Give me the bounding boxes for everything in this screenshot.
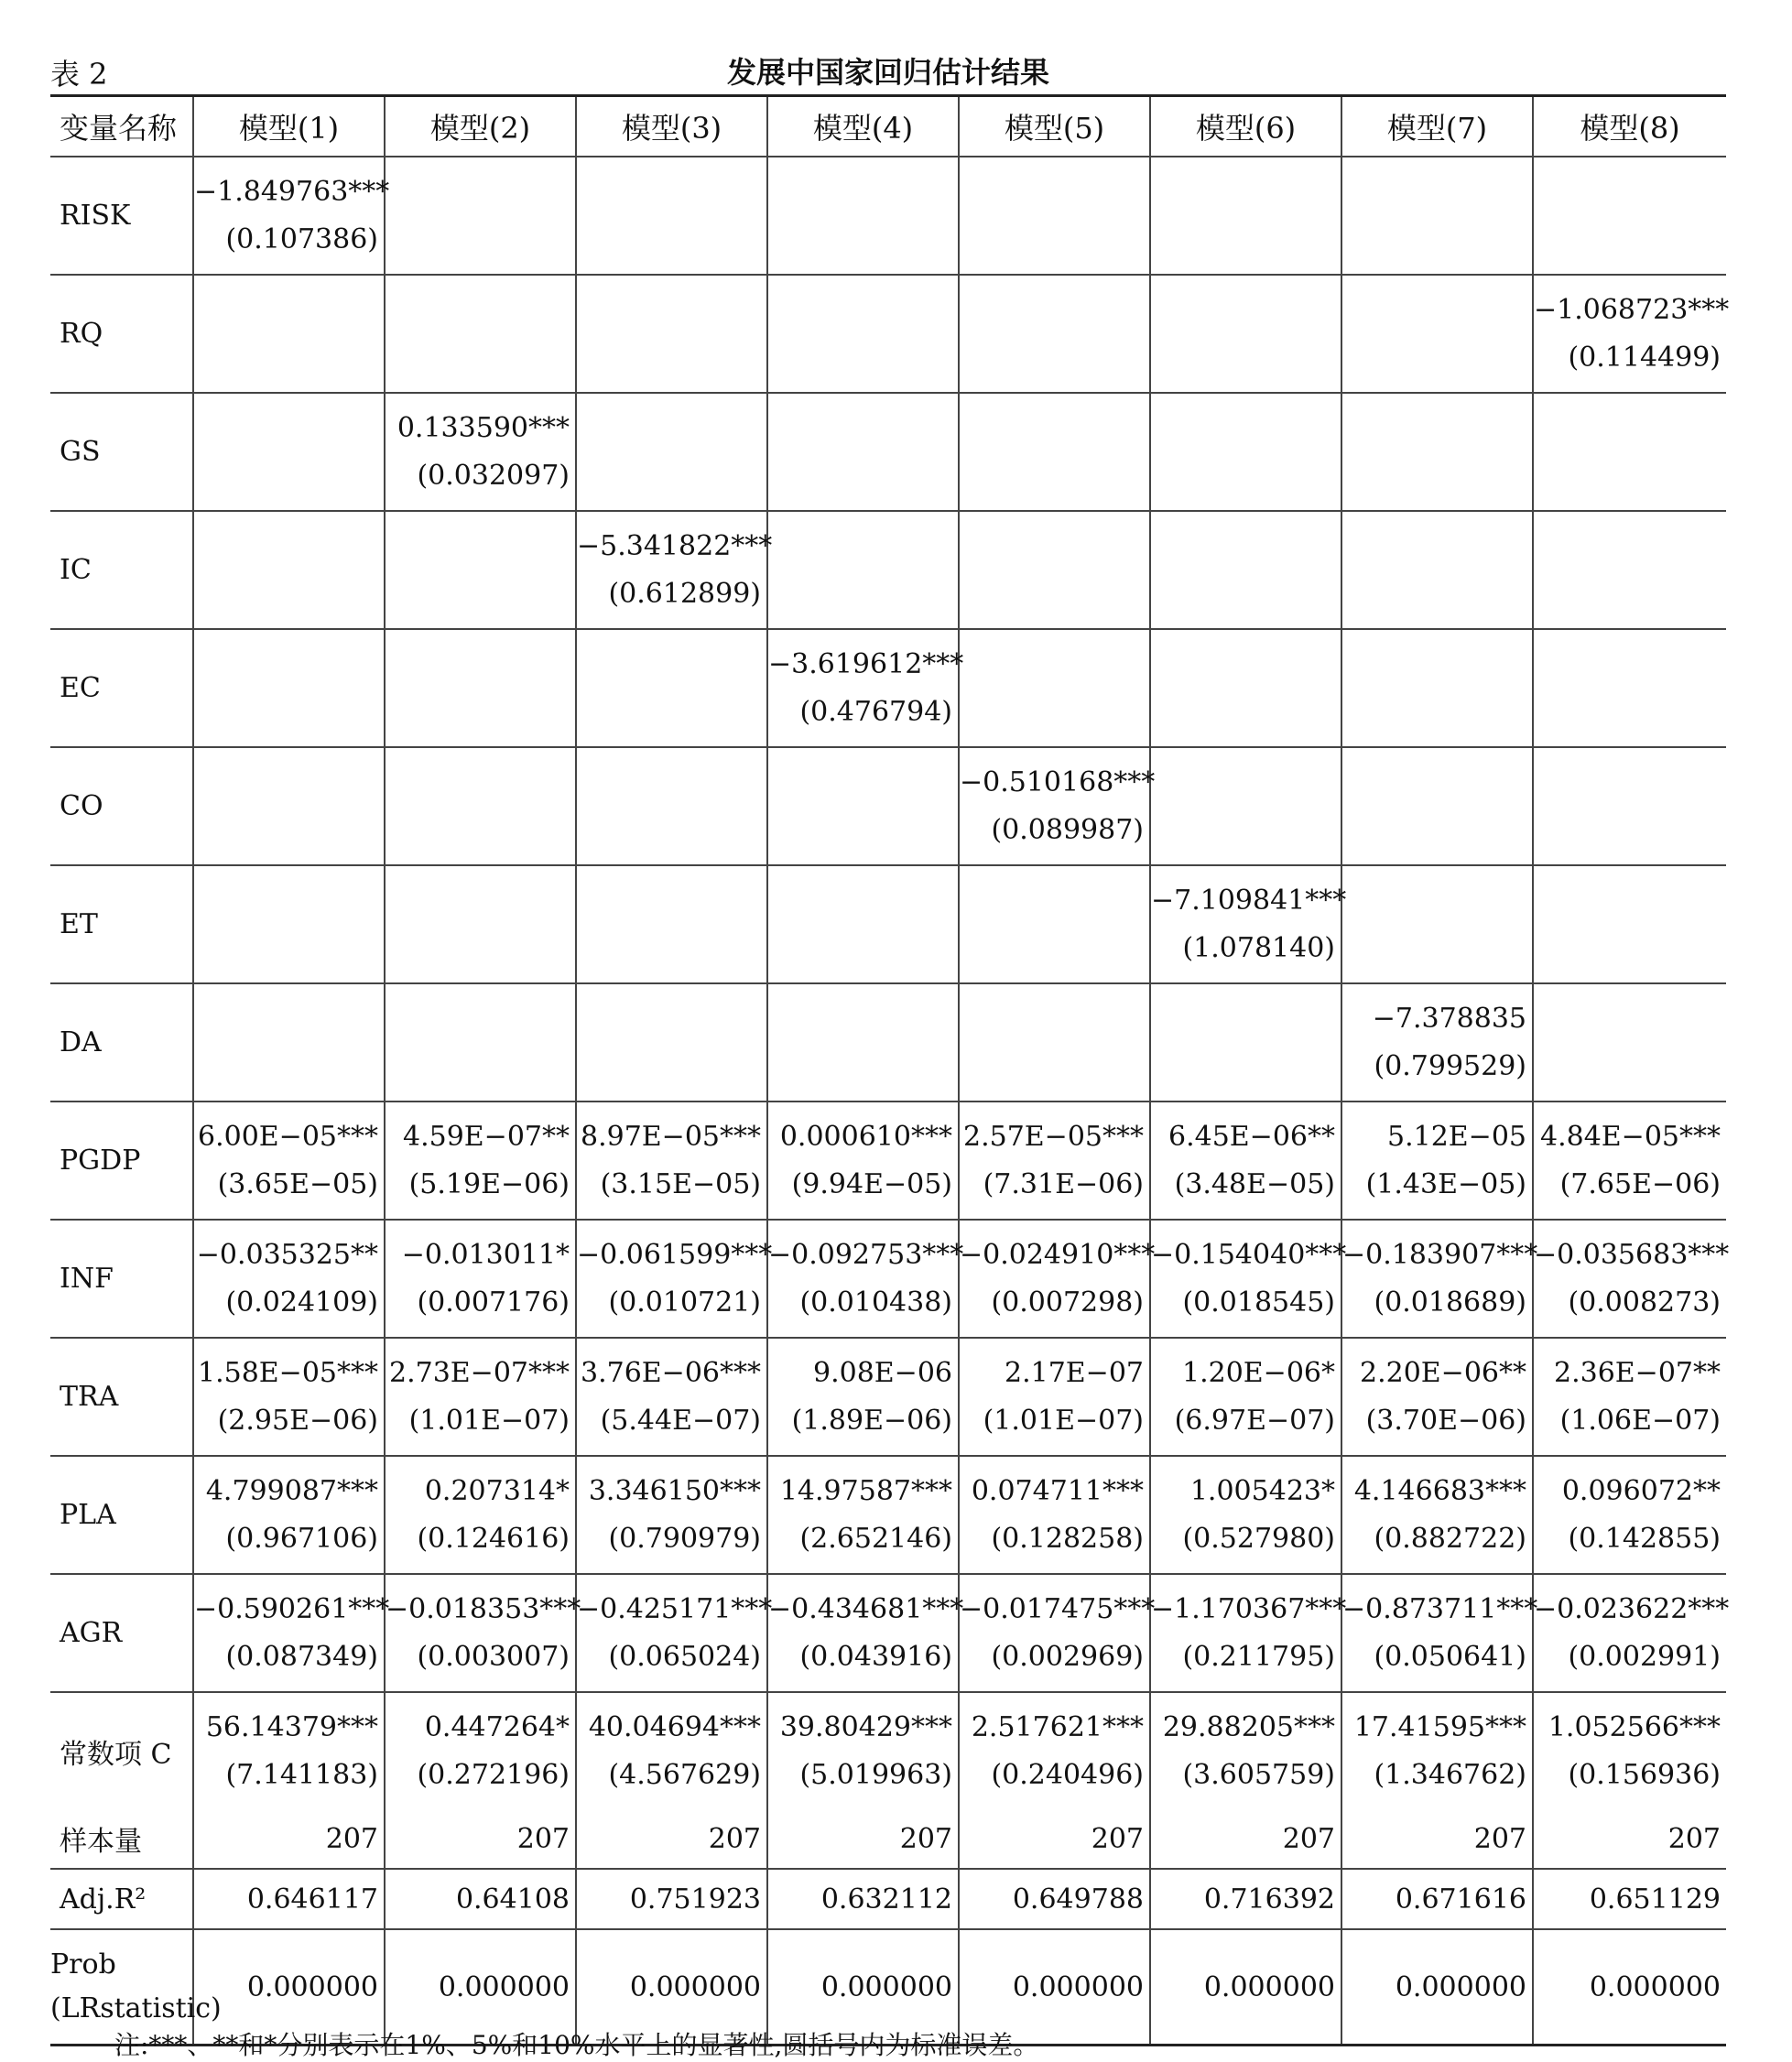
coefficient-cell: [193, 393, 385, 511]
coefficient-cell: [1533, 629, 1726, 747]
coefficient-estimate: −0.061599***: [577, 1238, 773, 1271]
variable-name: GS: [50, 393, 193, 511]
sample-size-value: 207: [767, 1809, 959, 1869]
coefficient-cell: [1150, 1574, 1347, 1692]
coefficient-cell: [959, 1338, 1150, 1456]
standard-error: (0.010438): [799, 1286, 952, 1319]
coefficient-cell: [1533, 1102, 1726, 1220]
coefficient-estimate: 1.005423*: [1189, 1474, 1335, 1507]
standard-error: (7.31E−06): [983, 1167, 1144, 1200]
sample-size-value: 207: [1150, 1809, 1341, 1869]
coefficient-cell: [193, 1574, 390, 1692]
coefficient-cell: [576, 157, 767, 275]
coefficient-cell: [1150, 1102, 1341, 1220]
variable-row: [50, 1574, 1726, 1692]
coefficient-cell: [1341, 865, 1533, 983]
model-header: 模型(5): [959, 96, 1150, 157]
variable-row: [50, 1220, 1726, 1338]
standard-error: (1.89E−06): [791, 1404, 952, 1437]
coefficient-estimate: 2.20E−06**: [1359, 1356, 1526, 1389]
variable-name: DA: [50, 983, 193, 1102]
coefficient-cell: [576, 983, 767, 1102]
coefficient-estimate: −0.510168***: [960, 765, 1156, 798]
standard-error: (0.089987): [991, 813, 1144, 846]
coefficient-cell: [959, 629, 1150, 747]
standard-error: (7.141183): [225, 1758, 378, 1791]
coefficient-cell: [767, 393, 959, 511]
coefficient-cell: [767, 629, 964, 747]
coefficient-cell: [576, 393, 767, 511]
standard-error: (3.605759): [1182, 1758, 1335, 1791]
coefficient-cell: [1533, 157, 1726, 275]
coefficient-cell: [576, 1338, 767, 1456]
table-number: 表 2: [50, 57, 108, 92]
coefficient-cell: [385, 983, 576, 1102]
coefficient-cell: [576, 865, 767, 983]
variable-name: ET: [50, 865, 193, 983]
model-header: 模型(4): [767, 96, 959, 157]
row-label: 样本量: [50, 1809, 193, 1869]
coefficient-cell: [193, 1456, 385, 1574]
standard-error: (0.476794): [799, 695, 952, 728]
prob-label-line2: (LRstatistic): [50, 1992, 222, 2024]
coefficient-cell: [1341, 1456, 1533, 1574]
coefficient-estimate: 0.447264*: [424, 1710, 570, 1743]
coefficient-estimate: −0.035325**: [196, 1238, 378, 1271]
coefficient-cell: [193, 865, 385, 983]
variable-row: [50, 629, 1726, 747]
coefficient-estimate: 2.517621***: [971, 1710, 1144, 1743]
coefficient-cell: [576, 1456, 767, 1574]
coefficient-estimate: −0.873711***: [1342, 1592, 1538, 1625]
coefficient-cell: [385, 393, 576, 511]
standard-error: (0.211795): [1182, 1640, 1335, 1673]
coefficient-cell: [1533, 1574, 1730, 1692]
coefficient-estimate: 4.799087***: [205, 1474, 378, 1507]
standard-error: (0.967106): [225, 1522, 378, 1555]
coefficient-estimate: 1.58E−05***: [197, 1356, 378, 1389]
coefficient-cell: [1341, 157, 1533, 275]
coefficient-cell: [1533, 275, 1730, 393]
coefficient-cell: [767, 1692, 959, 1809]
variable-name: EC: [50, 629, 193, 747]
coefficient-cell: [193, 1220, 385, 1338]
standard-error: (3.15E−05): [600, 1167, 761, 1200]
standard-error: (0.018545): [1182, 1286, 1335, 1319]
coefficient-cell: [576, 629, 767, 747]
prob-value: 0.000000: [1341, 1929, 1533, 2046]
coefficient-estimate: 9.08E−06: [812, 1356, 952, 1389]
coefficient-estimate: 0.096072**: [1561, 1474, 1721, 1507]
prob-value: 0.000000: [193, 1929, 385, 2046]
coefficient-estimate: 4.146683***: [1353, 1474, 1526, 1507]
coefficient-cell: [1341, 1692, 1533, 1809]
adj-r2-value: 0.632112: [767, 1869, 959, 1929]
standard-error: (0.128258): [991, 1522, 1144, 1555]
standard-error: (0.003007): [417, 1640, 570, 1673]
coefficient-estimate: −0.017475***: [960, 1592, 1156, 1625]
coefficient-cell: [385, 747, 576, 865]
variable-row: [50, 393, 1726, 511]
standard-error: (1.01E−07): [983, 1404, 1144, 1437]
standard-error: (0.050641): [1374, 1640, 1526, 1673]
coefficient-cell: [767, 275, 959, 393]
coefficient-estimate: 6.45E−06**: [1168, 1120, 1335, 1153]
coefficient-estimate: 1.20E−06*: [1181, 1356, 1335, 1389]
standard-error: (5.19E−06): [408, 1167, 570, 1200]
prob-value: 0.000000: [767, 1929, 959, 2046]
coefficient-cell: [767, 1338, 959, 1456]
coefficient-cell: [193, 1692, 385, 1809]
standard-error: (0.124616): [417, 1522, 570, 1555]
variable-name: TRA: [50, 1338, 193, 1456]
standard-error: (5.019963): [799, 1758, 952, 1791]
coefficient-estimate: −0.590261***: [194, 1592, 390, 1625]
coefficient-cell: [1533, 1456, 1726, 1574]
coefficient-estimate: 0.207314*: [424, 1474, 570, 1507]
coefficient-cell: [1150, 983, 1341, 1102]
coefficient-estimate: 39.80429***: [779, 1710, 952, 1743]
coefficient-cell: [959, 1692, 1150, 1809]
adj-r2-value: 0.649788: [959, 1869, 1150, 1929]
coefficient-cell: [1341, 1574, 1538, 1692]
standard-error: (0.527980): [1182, 1522, 1335, 1555]
coefficient-cell: [767, 1102, 959, 1220]
variable-row: [50, 1102, 1726, 1220]
standard-error: (3.65E−05): [217, 1167, 378, 1200]
coefficient-estimate: −7.109841***: [1151, 884, 1347, 917]
coefficient-cell: [1150, 1220, 1347, 1338]
coefficient-estimate: 1.052566***: [1548, 1710, 1721, 1743]
coefficient-cell: [385, 629, 576, 747]
prob-value: 0.000000: [1533, 1929, 1726, 2046]
standard-error: (0.010721): [608, 1286, 761, 1319]
coefficient-cell: [576, 1574, 773, 1692]
prob-value: 0.000000: [959, 1929, 1150, 2046]
coefficient-cell: [1341, 629, 1533, 747]
coefficient-estimate: −0.434681***: [768, 1592, 964, 1625]
coefficient-cell: [1150, 865, 1347, 983]
coefficient-cell: [959, 1220, 1156, 1338]
prob-value: 0.000000: [1150, 1929, 1341, 2046]
coefficient-cell: [385, 865, 576, 983]
variable-name: PLA: [50, 1456, 193, 1574]
standard-error: (9.94E−05): [791, 1167, 952, 1200]
coefficient-cell: [1533, 1692, 1726, 1809]
coefficient-cell: [1341, 393, 1533, 511]
variable-name: PGDP: [50, 1102, 193, 1220]
coefficient-cell: [959, 747, 1156, 865]
standard-error: (0.087349): [225, 1640, 378, 1673]
coefficient-estimate: 0.133590***: [396, 411, 570, 444]
coefficient-cell: [385, 1102, 576, 1220]
coefficient-cell: [767, 1456, 959, 1574]
coefficient-estimate: −7.378835: [1372, 1002, 1526, 1035]
standard-error: (0.002991): [1568, 1640, 1721, 1673]
coefficient-cell: [385, 1338, 576, 1456]
standard-error: (0.156936): [1568, 1758, 1721, 1791]
coefficient-cell: [385, 1220, 576, 1338]
coefficient-estimate: −0.024910***: [960, 1238, 1156, 1271]
standard-error: (0.024109): [225, 1286, 378, 1319]
coefficient-estimate: −0.023622***: [1534, 1592, 1730, 1625]
coefficient-estimate: 5.12E−05: [1386, 1120, 1526, 1153]
adj-r2-value: 0.651129: [1533, 1869, 1726, 1929]
coefficient-cell: [959, 865, 1150, 983]
variable-name: CO: [50, 747, 193, 865]
standard-error: (1.01E−07): [408, 1404, 570, 1437]
standard-error: (1.078140): [1182, 931, 1335, 964]
variable-row: [50, 865, 1726, 983]
coefficient-cell: [1150, 1338, 1341, 1456]
standard-error: (0.612899): [608, 577, 761, 610]
coefficient-cell: [1341, 511, 1533, 629]
coefficient-estimate: 6.00E−05***: [197, 1120, 378, 1153]
standard-error: (2.95E−06): [217, 1404, 378, 1437]
coefficient-cell: [1341, 747, 1533, 865]
standard-error: (2.652146): [799, 1522, 952, 1555]
coefficient-cell: [1341, 1338, 1533, 1456]
variable-row: [50, 1692, 1726, 1809]
coefficient-cell: [959, 511, 1150, 629]
coefficient-cell: [385, 1456, 576, 1574]
coefficient-cell: [576, 275, 767, 393]
coefficient-cell: [576, 1102, 767, 1220]
coefficient-cell: [576, 1692, 767, 1809]
coefficient-cell: [959, 1574, 1156, 1692]
variable-name: RQ: [50, 275, 193, 393]
model-header: 模型(7): [1341, 96, 1533, 157]
coefficient-cell: [767, 983, 959, 1102]
coefficient-estimate: −1.170367***: [1151, 1592, 1347, 1625]
coefficient-cell: [1150, 1456, 1341, 1574]
coefficient-estimate: 17.41595***: [1353, 1710, 1526, 1743]
standard-error: (0.007176): [417, 1286, 570, 1319]
coefficient-estimate: 2.57E−05***: [962, 1120, 1144, 1153]
coefficient-cell: [767, 1574, 964, 1692]
coefficient-cell: [1150, 1692, 1341, 1809]
coefficient-cell: [767, 1220, 964, 1338]
coefficient-cell: [1533, 983, 1726, 1102]
coefficient-estimate: −0.013011*: [401, 1238, 570, 1271]
coefficient-cell: [576, 511, 773, 629]
variable-name: INF: [50, 1220, 193, 1338]
variable-row: [50, 511, 1726, 629]
standard-error: (5.44E−07): [600, 1404, 761, 1437]
variable-row: [50, 1456, 1726, 1574]
standard-error: (1.43E−05): [1365, 1167, 1526, 1200]
coefficient-estimate: 14.97587***: [779, 1474, 952, 1507]
coefficient-estimate: 2.73E−07***: [388, 1356, 570, 1389]
sample-size-value: 207: [1341, 1809, 1533, 1869]
prob-value: 0.000000: [576, 1929, 767, 2046]
coefficient-cell: [767, 865, 959, 983]
coefficient-cell: [1533, 393, 1726, 511]
variable-row: [50, 747, 1726, 865]
standard-error: (0.114499): [1568, 341, 1721, 374]
standard-error: (0.065024): [608, 1640, 761, 1673]
coefficient-cell: [1533, 865, 1726, 983]
coefficient-estimate: 0.000610***: [779, 1120, 952, 1153]
summary-rows: [50, 1809, 1726, 2046]
table-caption: [50, 46, 1726, 92]
sample-size-row: [50, 1809, 1726, 1869]
standard-error: (4.567629): [608, 1758, 761, 1791]
model-header: 模型(2): [385, 96, 576, 157]
header-row: [50, 96, 1726, 157]
sample-size-value: 207: [1533, 1809, 1726, 1869]
regression-results-table: [50, 94, 1730, 2046]
adj-r2-row: [50, 1869, 1726, 1929]
sample-size-value: 207: [576, 1809, 767, 1869]
coefficient-estimate: −0.154040***: [1151, 1238, 1347, 1271]
adj-r2-value: 0.716392: [1150, 1869, 1341, 1929]
standard-error: (0.272196): [417, 1758, 570, 1791]
standard-error: (0.799529): [1374, 1049, 1526, 1082]
coefficient-cell: [959, 1102, 1150, 1220]
coefficient-cell: [1341, 1102, 1533, 1220]
coefficient-rows: [50, 157, 1730, 1809]
coefficient-cell: [1150, 393, 1341, 511]
standard-error: (0.032097): [417, 459, 570, 492]
coefficient-estimate: −1.849763***: [194, 175, 390, 208]
standard-error: (0.008273): [1568, 1286, 1721, 1319]
coefficient-cell: [193, 1338, 385, 1456]
coefficient-cell: [385, 511, 576, 629]
standard-error: (0.043916): [799, 1640, 952, 1673]
adj-r2-value: 0.64108: [385, 1869, 576, 1929]
coefficient-cell: [959, 1456, 1150, 1574]
coefficient-estimate: 3.76E−06***: [580, 1356, 761, 1389]
variable-name: AGR: [50, 1574, 193, 1692]
adj-r2-value: 0.671616: [1341, 1869, 1533, 1929]
coefficient-cell: [385, 1692, 576, 1809]
coefficient-estimate: −3.619612***: [768, 647, 964, 680]
standard-error: (1.346762): [1374, 1758, 1526, 1791]
coefficient-estimate: −0.035683***: [1534, 1238, 1730, 1271]
coefficient-cell: [1150, 275, 1341, 393]
coefficient-estimate: 8.97E−05***: [580, 1120, 761, 1153]
variable-row: [50, 275, 1726, 393]
model-header: 模型(8): [1533, 96, 1726, 157]
standard-error: (0.007298): [991, 1286, 1144, 1319]
coefficient-cell: [576, 747, 767, 865]
standard-error: (0.790979): [608, 1522, 761, 1555]
coefficient-cell: [1533, 1220, 1730, 1338]
coefficient-estimate: 4.84E−05***: [1539, 1120, 1721, 1153]
coefficient-cell: [385, 157, 576, 275]
standard-error: (0.002969): [991, 1640, 1144, 1673]
coefficient-cell: [193, 275, 385, 393]
sample-size-value: 207: [959, 1809, 1150, 1869]
coefficient-cell: [767, 157, 959, 275]
standard-error: (0.142855): [1568, 1522, 1721, 1555]
variable-row: [50, 983, 1726, 1102]
coefficient-estimate: 29.88205***: [1162, 1710, 1335, 1743]
standard-error: (0.882722): [1374, 1522, 1526, 1555]
coefficient-cell: [959, 275, 1150, 393]
standard-error: (7.65E−06): [1559, 1167, 1721, 1200]
coefficient-cell: [193, 747, 385, 865]
coefficient-cell: [767, 747, 959, 865]
adj-r2-value: 0.751923: [576, 1869, 767, 1929]
coefficient-cell: [959, 983, 1150, 1102]
standard-error: (3.70E−06): [1365, 1404, 1526, 1437]
coefficient-estimate: −0.018353***: [386, 1592, 581, 1625]
coefficient-cell: [576, 1220, 773, 1338]
prob-value: 0.000000: [385, 1929, 576, 2046]
coefficient-estimate: 4.59E−07**: [402, 1120, 570, 1153]
coefficient-cell: [1533, 747, 1726, 865]
variable-name: RISK: [50, 157, 193, 275]
model-header: 模型(6): [1150, 96, 1341, 157]
table-title: 发展中国家回归估计结果: [726, 55, 1049, 90]
coefficient-cell: [767, 511, 959, 629]
standard-error: (6.97E−07): [1174, 1404, 1335, 1437]
model-header: 模型(3): [576, 96, 767, 157]
coefficient-estimate: 40.04694***: [588, 1710, 761, 1743]
coefficient-cell: [193, 629, 385, 747]
coefficient-cell: [1533, 1338, 1726, 1456]
coefficient-cell: [1150, 157, 1341, 275]
coefficient-cell: [1341, 983, 1533, 1102]
variable-row: [50, 157, 1726, 275]
table-note: 注:***、**和*分别表示在1%、5%和10%水平上的显著性,圆括号内为标准误差。: [114, 2030, 1039, 2060]
coefficient-cell: [1150, 511, 1341, 629]
coefficient-cell: [1341, 1220, 1538, 1338]
variable-name: 常数项 C: [60, 1738, 172, 1771]
variable-name: IC: [50, 511, 193, 629]
coefficient-estimate: −0.183907***: [1342, 1238, 1538, 1271]
coefficient-cell: [385, 275, 576, 393]
coefficient-estimate: 0.074711***: [971, 1474, 1144, 1507]
standard-error: (1.06E−07): [1559, 1404, 1721, 1437]
coefficient-cell: [385, 1574, 581, 1692]
standard-error: (3.48E−05): [1174, 1167, 1335, 1200]
coefficient-estimate: −0.425171***: [577, 1592, 773, 1625]
coefficient-cell: [959, 393, 1150, 511]
sample-size-value: 207: [385, 1809, 576, 1869]
standard-error: (0.107386): [225, 222, 378, 255]
prob-label-line1: Prob: [50, 1948, 116, 1981]
coefficient-cell: [193, 983, 385, 1102]
coefficient-estimate: 56.14379***: [205, 1710, 378, 1743]
coefficient-cell: [193, 157, 390, 275]
variable-name-header: 变量名称: [50, 96, 193, 157]
standard-error: (0.018689): [1374, 1286, 1526, 1319]
coefficient-cell: [1341, 275, 1533, 393]
coefficient-cell: [1150, 629, 1341, 747]
coefficient-estimate: −1.068723***: [1534, 293, 1730, 326]
coefficient-estimate: 2.17E−07: [1004, 1356, 1144, 1389]
coefficient-cell: [193, 511, 385, 629]
adj-r2-value: 0.646117: [193, 1869, 385, 1929]
coefficient-cell: [193, 1102, 385, 1220]
coefficient-cell: [959, 157, 1150, 275]
coefficient-estimate: −0.092753***: [768, 1238, 964, 1271]
standard-error: (0.240496): [991, 1758, 1144, 1791]
coefficient-estimate: 2.36E−07**: [1553, 1356, 1721, 1389]
coefficient-cell: [1533, 511, 1726, 629]
sample-size-value: 207: [193, 1809, 385, 1869]
variable-row: [50, 1338, 1726, 1456]
coefficient-estimate: −5.341822***: [577, 529, 773, 562]
coefficient-estimate: 3.346150***: [588, 1474, 761, 1507]
row-label: Adj.R²: [50, 1869, 193, 1929]
model-header: 模型(1): [193, 96, 385, 157]
coefficient-cell: [1150, 747, 1341, 865]
